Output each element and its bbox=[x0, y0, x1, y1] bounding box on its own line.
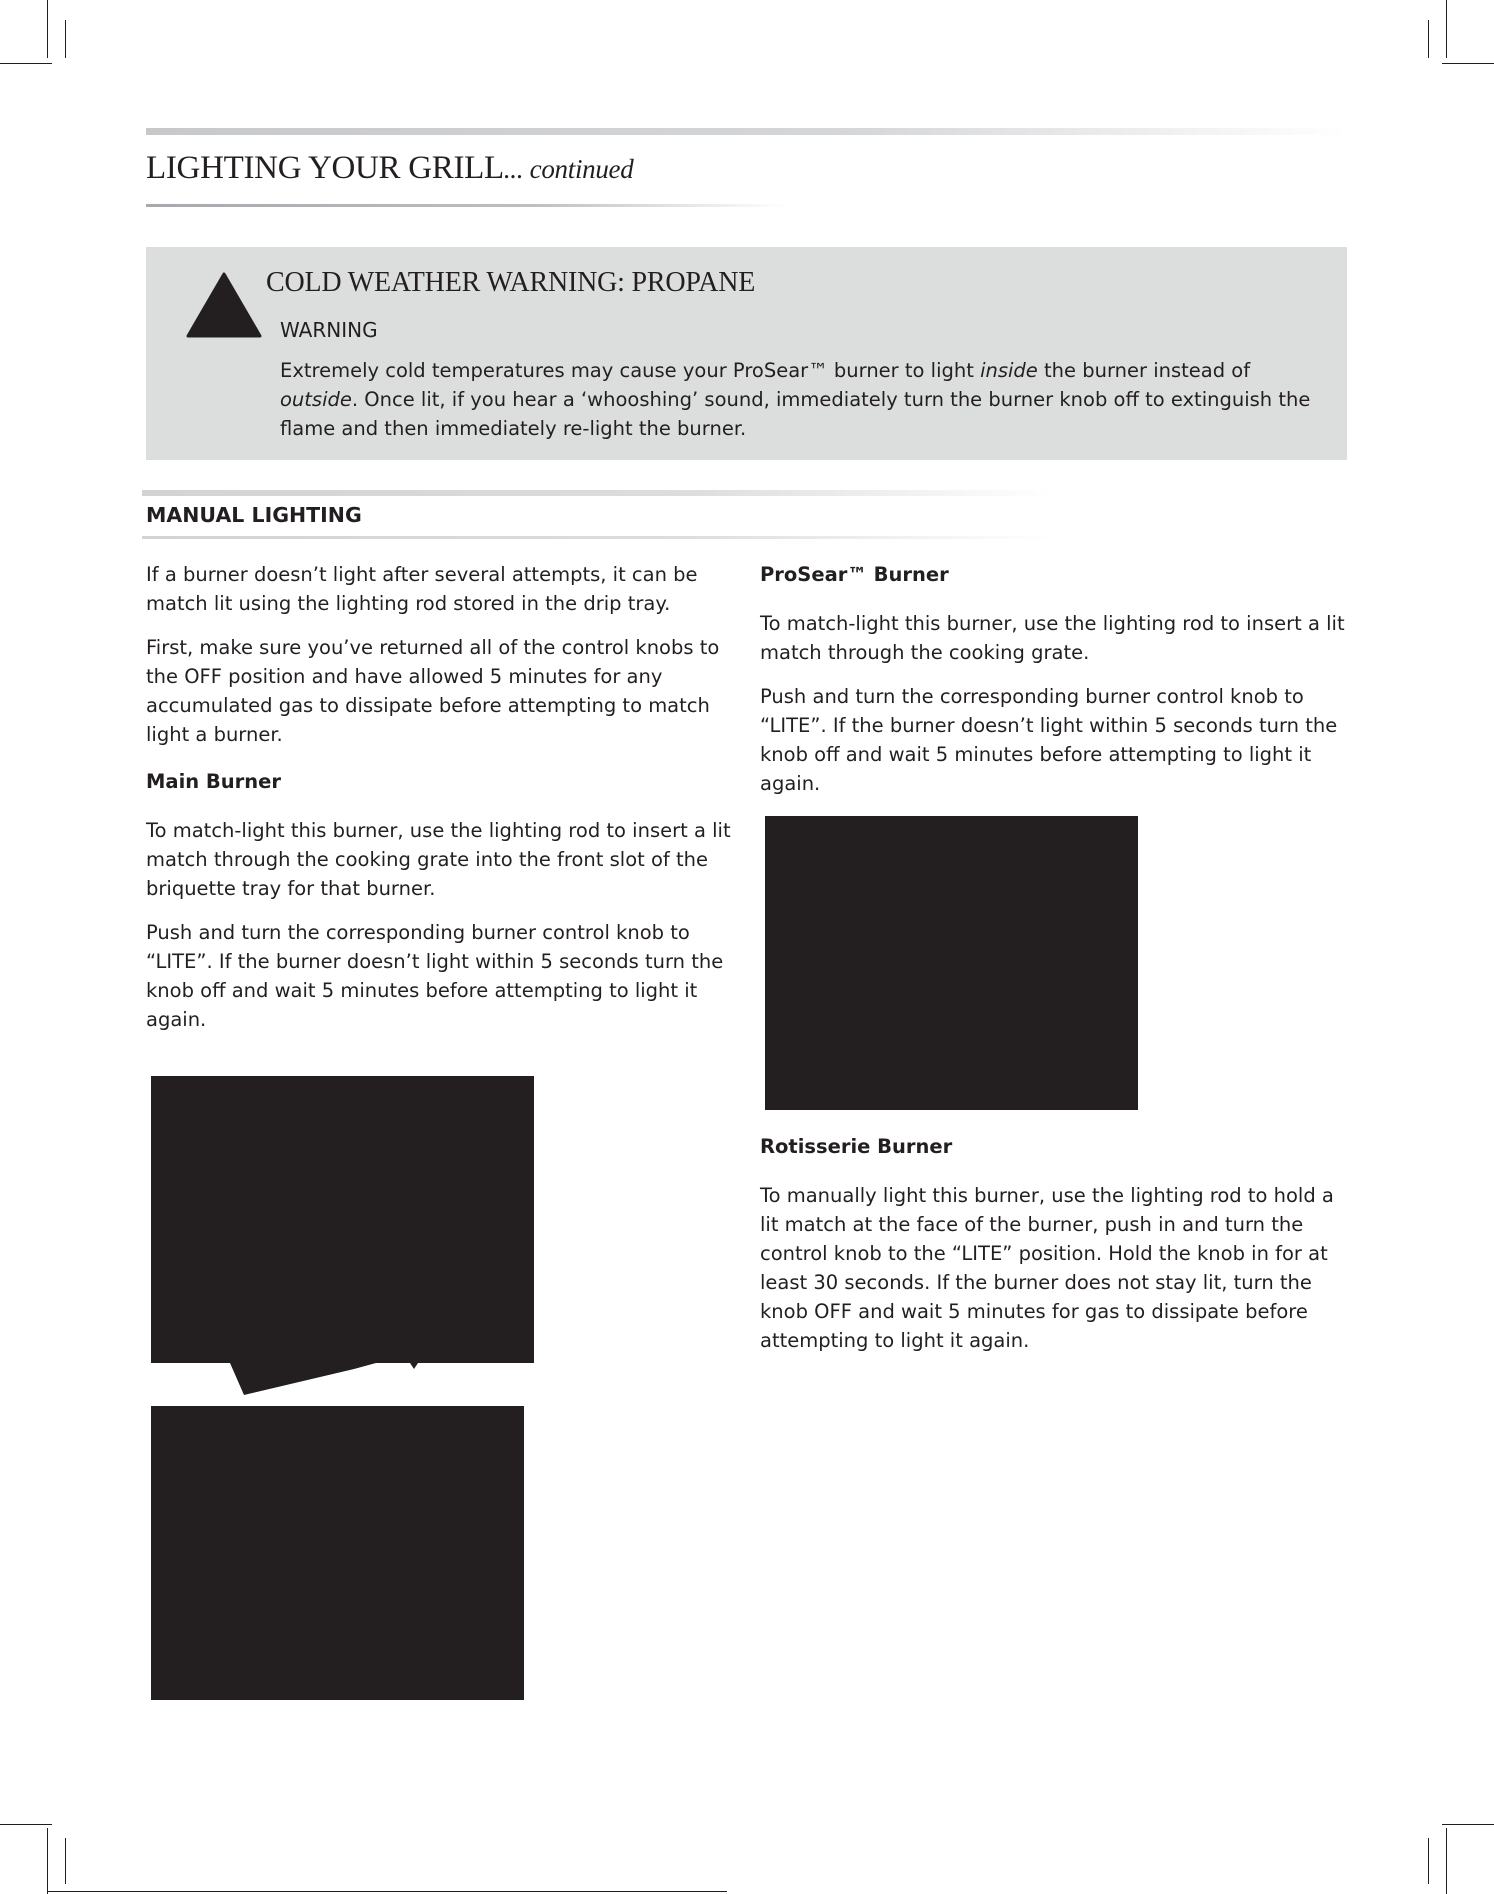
page-title bbox=[146, 150, 633, 187]
section-rule-top bbox=[142, 490, 1054, 496]
main-burner-heading: Main Burner bbox=[146, 770, 282, 793]
main-burner-illustration-2 bbox=[151, 1406, 524, 1700]
crop-mark bbox=[1446, 0, 1447, 58]
section-rule-bottom bbox=[142, 536, 1054, 539]
main-burner-illustration-1 bbox=[151, 1076, 534, 1363]
intro-paragraph-2: First, make sure you’ve returned all of the control knobs to the OFF position and have allowed 5 minutes for any accumulated gas to dissipate before attempting to match light a burner. bbox=[146, 636, 720, 746]
warning-text bbox=[280, 356, 1330, 443]
illustration-pointer bbox=[226, 1355, 426, 1400]
header-rule bbox=[146, 128, 1346, 135]
crop-mark bbox=[47, 1828, 48, 1894]
warning-text-part: . Once lit, if you hear a ‘whooshing’ sound, immediately turn the burner knob off to extinguish the flame and then immediately re-light the burner. bbox=[280, 388, 1311, 440]
crop-mark bbox=[65, 20, 66, 58]
prosear-paragraph-2: Push and turn the corresponding burner control knob to “LITE”. If the burner doesn’t light within 5 seconds turn the knob off and wait 5 minutes before attempting to light it again. bbox=[760, 685, 1338, 795]
crop-mark bbox=[1442, 1824, 1494, 1825]
bottom-bleed-line bbox=[47, 1891, 727, 1892]
left-column bbox=[146, 560, 736, 1034]
warning-heading: COLD WEATHER WARNING: PROPANE bbox=[266, 267, 756, 298]
warning-triangle-icon bbox=[186, 272, 262, 338]
rotisserie-section bbox=[760, 1132, 1350, 1355]
crop-mark bbox=[47, 0, 48, 58]
prosear-paragraph-1: To match-light this burner, use the lighting rod to insert a lit match through the cooking grate. bbox=[760, 612, 1345, 664]
crop-mark bbox=[0, 63, 52, 64]
right-column bbox=[760, 560, 1350, 798]
page-title-suffix: ... continued bbox=[503, 154, 634, 184]
prosear-burner-illustration bbox=[765, 816, 1138, 1110]
prosear-burner-heading: ProSear™ Burner bbox=[760, 563, 949, 586]
crop-mark bbox=[1428, 1838, 1429, 1884]
rotisserie-burner-heading: Rotisserie Burner bbox=[760, 1135, 953, 1158]
main-burner-paragraph-2: Push and turn the corresponding burner control knob to “LITE”. If the burner doesn’t light within 5 seconds turn the knob off and wait 5 minutes before attempting to light it again. bbox=[146, 921, 724, 1031]
crop-mark bbox=[1446, 1828, 1447, 1894]
crop-mark bbox=[1442, 63, 1494, 64]
main-burner-paragraph-1: To match-light this burner, use the lighting rod to insert a lit match through the cooking grate into the front slot of the briquette tray for that burner. bbox=[146, 819, 731, 900]
section-title: MANUAL LIGHTING bbox=[146, 503, 362, 527]
title-underline bbox=[146, 204, 786, 207]
rotisserie-paragraph: To manually light this burner, use the lighting rod to hold a lit match at the face of the burner, push in and turn the control knob to the “LITE” position. Hold the knob in for at least 30 seconds. If the burner does not stay lit, turn the knob OFF and wait 5 minutes for gas to dissipate before attempting to light it again. bbox=[760, 1184, 1334, 1352]
crop-mark bbox=[65, 1838, 66, 1884]
intro-paragraph-1: If a burner doesn’t light after several attempts, it can be match lit using the lighting rod stored in the drip tray. bbox=[146, 563, 698, 615]
warning-text-part: the burner instead of bbox=[1037, 359, 1251, 382]
warning-emphasis-outside: outside bbox=[280, 388, 352, 411]
warning-text-part: Extremely cold temperatures may cause your ProSear™ burner to light bbox=[280, 359, 981, 382]
warning-label: WARNING bbox=[280, 318, 378, 342]
page-title-main: LIGHTING YOUR GRILL bbox=[146, 150, 504, 186]
crop-mark bbox=[1428, 20, 1429, 58]
crop-mark bbox=[0, 1824, 52, 1825]
warning-emphasis-inside: inside bbox=[980, 359, 1038, 382]
